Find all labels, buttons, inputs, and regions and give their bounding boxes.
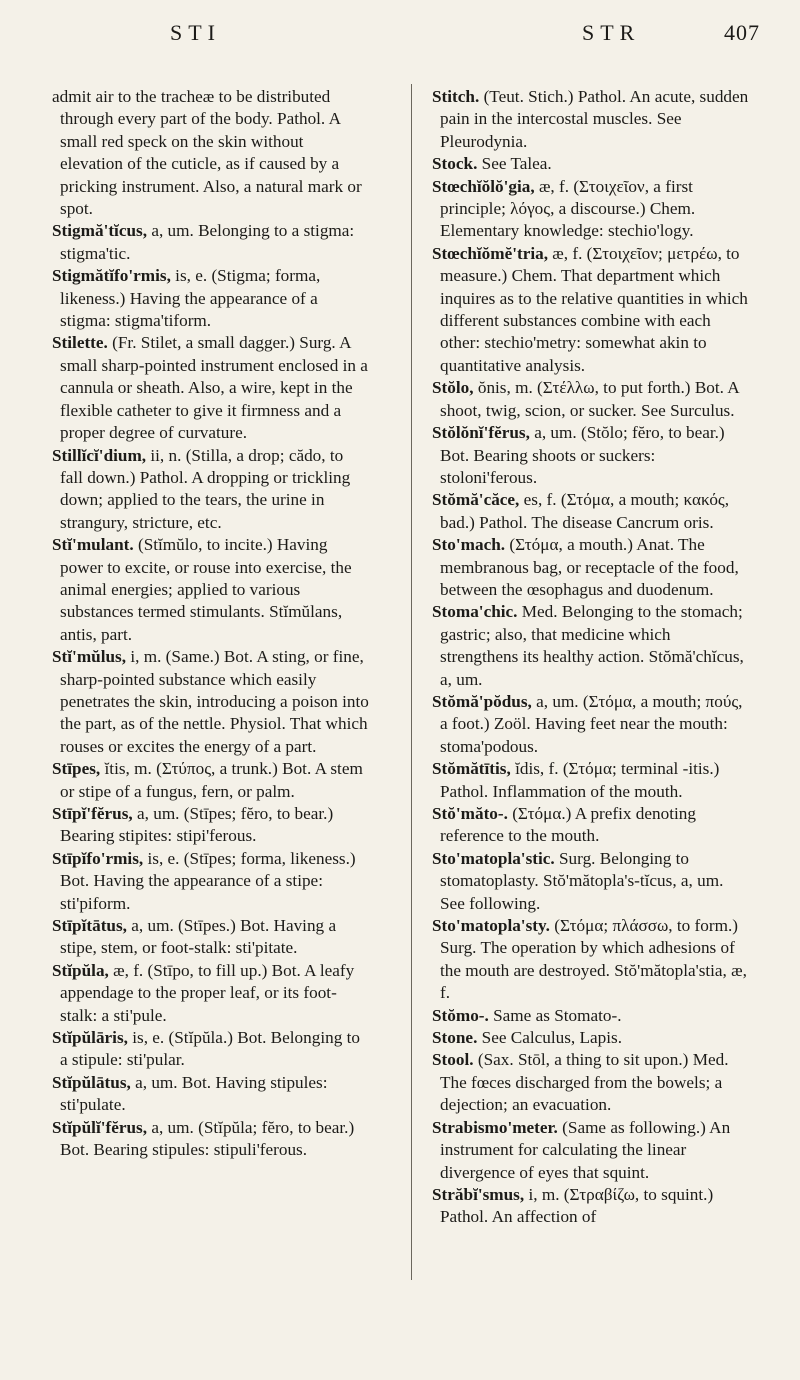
headword: Stœchĭŏlŏ'gia,: [432, 176, 535, 196]
definition: is, e. (Stīpes; forma, likeness.) Bot. Having the appearance of a stipe: sti'piform.: [60, 848, 356, 913]
definition: Surg. Belonging to stomatoplasty. Stŏ'mătopla's-tĭcus, a, um. See following.: [440, 848, 724, 913]
definition: is, e. (Stigma; forma, likeness.) Having the appearance of a stigma: stigma'tiform.: [60, 266, 321, 331]
dictionary-entry: [52, 265, 370, 332]
dictionary-entry: [52, 534, 370, 646]
headword: Stīpĭfo'rmis,: [52, 848, 144, 868]
definition: a, um. (Stŏlo; fĕro, to bear.) Bot. Bearing shoots or suckers: stoloni'ferous.: [440, 423, 725, 487]
headword: Stīpĭ'fĕrus,: [52, 804, 133, 823]
definition: æ, f. (Στοιχεῖον, a first principle; λόγος, a discourse.) Chem. Elementary knowledge: stechio'logy.: [440, 176, 696, 241]
headword: Sto'mach.: [432, 535, 506, 555]
definition: es, f. (Στόμα, a mouth; κακός, bad.) Pathol. The disease Cancrum oris.: [440, 490, 730, 532]
headword: Stŏmo-.: [432, 1005, 489, 1025]
dictionary-entry: [52, 445, 370, 535]
dictionary-entry: [432, 758, 750, 803]
dictionary-entry: [52, 803, 370, 848]
dictionary-entry: [432, 153, 750, 175]
running-header: [52, 20, 760, 60]
definition: (Στόμα; πλάσσω, to form.) Surg. The operation by which adhesions of the mouth are destroyed. Stŏ'mătopla'stia, æ, f.: [440, 916, 747, 1003]
definition: (Στόμα.) A prefix denoting reference to the mouth.: [440, 804, 696, 846]
dictionary-entry: [52, 220, 370, 265]
definition: a, um. Belonging to a stigma: stigma'tic.: [60, 221, 355, 263]
dictionary-entry: [52, 758, 370, 803]
dictionary-entry: [432, 534, 750, 601]
header-right-guide: STR: [582, 20, 641, 45]
headword: Stŏ'măto-.: [432, 804, 508, 823]
dictionary-entry: [432, 422, 750, 489]
dictionary-entry: [432, 601, 750, 691]
headword: Sto'matopla'sty.: [432, 916, 550, 936]
headword: Stock.: [432, 154, 478, 174]
headword: Stoma'chic.: [432, 602, 518, 622]
definition: is, e. (Stĭpŭla.) Bot. Belonging to a stipule: sti'pular.: [60, 1028, 360, 1070]
dictionary-entry: [52, 1117, 370, 1162]
dictionary-entry: [432, 1049, 750, 1116]
headword: Stŏlo,: [432, 378, 474, 398]
definition: (Fr. Stilet, a small dagger.) Surg. A small sharp-pointed instrument enclosed in a cannula or sheath. Also, a wire, kept in the flexible catheter to give it firmness and a proper degree of curvature.: [60, 333, 368, 443]
definition: (Sax. Stōl, a thing to sit upon.) Med. The fœces discharged from the bowels; a dejection; an evacuation.: [440, 1050, 729, 1115]
header-left-guide: STI: [170, 20, 221, 45]
headword: Stŏmă'pŏdus,: [432, 691, 532, 711]
headword: Stĭ'mulant.: [52, 535, 134, 555]
headword: Stŏmătītis,: [432, 759, 511, 779]
dictionary-entry: [432, 1117, 750, 1184]
definition: ii, n. (Stilla, a drop; cădo, to fall down.) Pathol. A dropping or trickling down; applied to the tears, the urine in strangury, stricture, etc.: [60, 445, 351, 532]
column-divider: [411, 84, 412, 1280]
dictionary-entry: [52, 1027, 370, 1072]
dictionary-entry: [432, 176, 750, 243]
headword: Stĭpŭlĭ'fĕrus,: [52, 1117, 148, 1137]
headword: Stĭpŭlātus,: [52, 1072, 131, 1092]
dictionary-entry: [432, 86, 750, 153]
definition: ĭtis, m. (Στύπος, a trunk.) Bot. A stem or stipe of a fungus, fern, or palm.: [60, 759, 363, 801]
headword: Stitch.: [432, 87, 480, 106]
definition: æ, f. (Στοιχεῖον; μετρέω, to measure.) Chem. That department which inquires as to the relative quantities in which different substances combine with each other: stechio'metry: somewhat akin to quantitative analysis.: [440, 243, 748, 375]
dictionary-entry: [432, 377, 750, 422]
headword: Stĭpŭlāris,: [52, 1028, 128, 1048]
headword: Stŏlŏnĭ'fĕrus,: [432, 423, 530, 443]
headword: Stilette.: [52, 333, 108, 353]
definition: (Stĭmŭlo, to incite.) Having power to excite, or rouse into exercise, the animal energies; applied to various substances termed stimulants. Stĭmŭlans, antis, part.: [60, 535, 352, 644]
dictionary-entry: [432, 691, 750, 758]
definition: (Teut. Stich.) Pathol. An acute, sudden pain in the intercostal muscles. See Pleurodynia.: [440, 87, 749, 151]
dictionary-entry: [432, 803, 750, 848]
headword: Stigmă'tĭcus,: [52, 221, 148, 241]
definition: ĭdis, f. (Στόμα; terminal -itis.) Pathol. Inflammation of the mouth.: [440, 759, 720, 801]
definition: a, um. (Stĭpŭla; fĕro, to bear.) Bot. Bearing stipules: stipuli'ferous.: [60, 1117, 355, 1160]
definition: i, m. (Same.) Bot. A sting, or fine, sharp-pointed substance which easily penetrates the skin, introducing a poison into the part, as of the nettle. Physiol. That which rouses or excites the energy of a part.: [60, 647, 369, 756]
dictionary-entry: [432, 1005, 750, 1027]
definition: (Στόμα, a mouth.) Anat. The membranous bag, or receptacle of the food, between the œsophagus and duodenum.: [440, 535, 739, 599]
definition: Med. Belonging to the stomach; gastric; also, that medicine which strengthens its healthy action. Stŏmă'chĭcus, a, um.: [440, 602, 744, 689]
left-column: [52, 86, 370, 1162]
headword: Stigmătĭfo'rmis,: [52, 266, 171, 286]
definition: Same as Stomato-.: [488, 1005, 622, 1025]
definition: æ, f. (Stīpo, to fill up.) Bot. A leafy appendage to the proper leaf, or its foot-stalk: a sti'pule.: [60, 960, 355, 1025]
headword: Stŏmă'căce,: [432, 490, 520, 510]
dictionary-entry: [432, 1027, 750, 1049]
definition: a, um. (Stīpes; fĕro, to bear.) Bearing stipites: stipi'ferous.: [60, 804, 334, 846]
definition: See Talea.: [477, 154, 552, 174]
dictionary-entry: [432, 489, 750, 534]
headword: Stillĭcĭ'dium,: [52, 445, 147, 465]
definition: (Same as following.) An instrument for calculating the linear divergence of eyes that squint.: [440, 1117, 731, 1182]
headword: Sto'matopla'stic.: [432, 848, 555, 868]
dictionary-entry: [432, 848, 750, 915]
dictionary-entry: [52, 960, 370, 1027]
dictionary-entry: [432, 915, 750, 1005]
definition: i, m. (Στραβίζω, to squint.) Pathol. An affection of: [440, 1184, 714, 1227]
dictionary-entry: [52, 646, 370, 758]
headword: Stœchĭŏmĕ'tria,: [432, 243, 548, 263]
definition: ŏnis, m. (Στέλλω, to put forth.) Bot. A shoot, twig, scion, or sucker. See Surculus.: [440, 378, 739, 420]
dictionary-entry: [52, 848, 370, 915]
dictionary-entry: [52, 915, 370, 960]
dictionary-entry: [52, 1072, 370, 1117]
headword: Străbĭ'smus,: [432, 1184, 525, 1204]
headword: Stĭpŭla,: [52, 960, 109, 980]
dictionary-entry: [432, 243, 750, 377]
dictionary-entry: [52, 86, 370, 220]
definition: admit air to the tracheæ to be distributed through every part of the body. Pathol. A small red speck on the skin without elevation of the cuticle, as if caused by a pricking instrument. Also, a natural mark or spot.: [52, 87, 362, 219]
dictionary-entry: [52, 332, 370, 444]
definition: See Calculus, Lapis.: [477, 1028, 623, 1048]
definition: a, um. (Στόμα, a mouth; πούς, a foot.) Zoöl. Having feet near the mouth: stoma'podous.: [440, 691, 743, 756]
headword: Stool.: [432, 1050, 474, 1070]
definition: a, um. (Stīpes.) Bot. Having a stipe, stem, or foot-stalk: sti'pitate.: [60, 916, 337, 958]
headword: Stone.: [432, 1028, 478, 1048]
headword: Stĭ'mŭlus,: [52, 647, 127, 667]
definition: a, um. Bot. Having stipules: sti'pulate.: [60, 1072, 328, 1115]
headword: Stīpĭtātus,: [52, 916, 127, 936]
headword: Stīpes,: [52, 759, 101, 779]
page-number: 407: [724, 20, 760, 45]
headword: Strabismo'meter.: [432, 1117, 558, 1137]
dictionary-entry: [432, 1184, 750, 1229]
right-column: [432, 86, 750, 1229]
